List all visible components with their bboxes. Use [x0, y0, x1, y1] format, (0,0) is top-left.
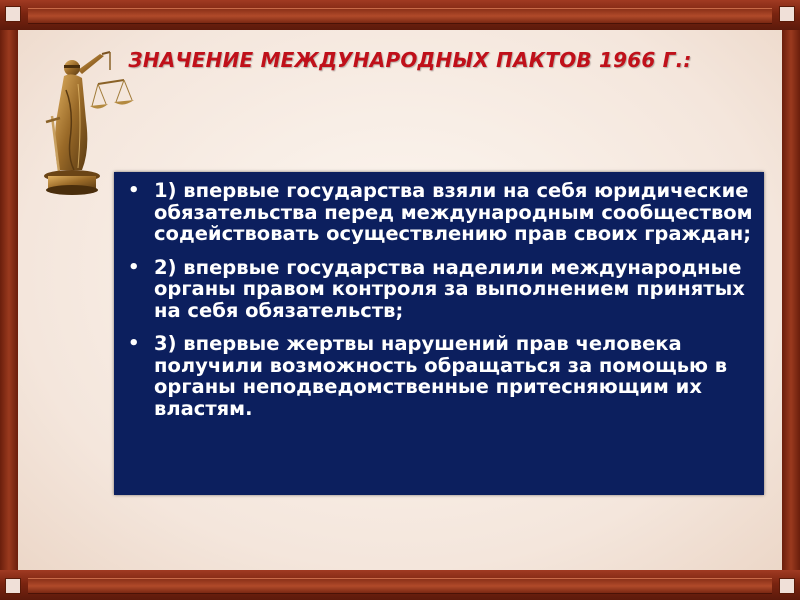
bullet-dot: • — [128, 256, 140, 278]
frame-corner — [779, 578, 795, 594]
frame-corner — [5, 6, 21, 22]
bullet-dot: • — [128, 333, 140, 354]
bullet-text: 3) впервые жертвы нарушений прав человека получили возможность обращаться за помощью в органы неподведомственные притесняющим их властям. — [154, 332, 728, 420]
list-item — [114, 333, 754, 419]
bullet-dot: • — [128, 180, 140, 201]
bottom-frame-inset — [28, 578, 772, 594]
frame-corner — [5, 578, 21, 594]
bullet-text: 2) впервые государства наделили международные органы правом контроля за выполнением принятых на себя обязательств; — [154, 255, 745, 322]
slide-title: ЗНАЧЕНИЕ МЕЖДУНАРОДНЫХ ПАКТОВ 1966 Г.: — [128, 48, 692, 72]
left-frame-side — [0, 30, 18, 570]
list-item — [114, 257, 754, 322]
frame-corner — [779, 6, 795, 22]
top-frame-bar — [0, 0, 800, 30]
bottom-frame-bar — [0, 570, 800, 600]
list-item — [114, 172, 754, 245]
right-frame-side — [782, 30, 800, 570]
top-frame-inset — [28, 8, 772, 24]
bullet-list — [114, 172, 754, 431]
bullet-text: 1) впервые государства взяли на себя юридические обязательства перед международным сообществом содействовать осуществлению прав своих граждан; — [154, 179, 753, 245]
